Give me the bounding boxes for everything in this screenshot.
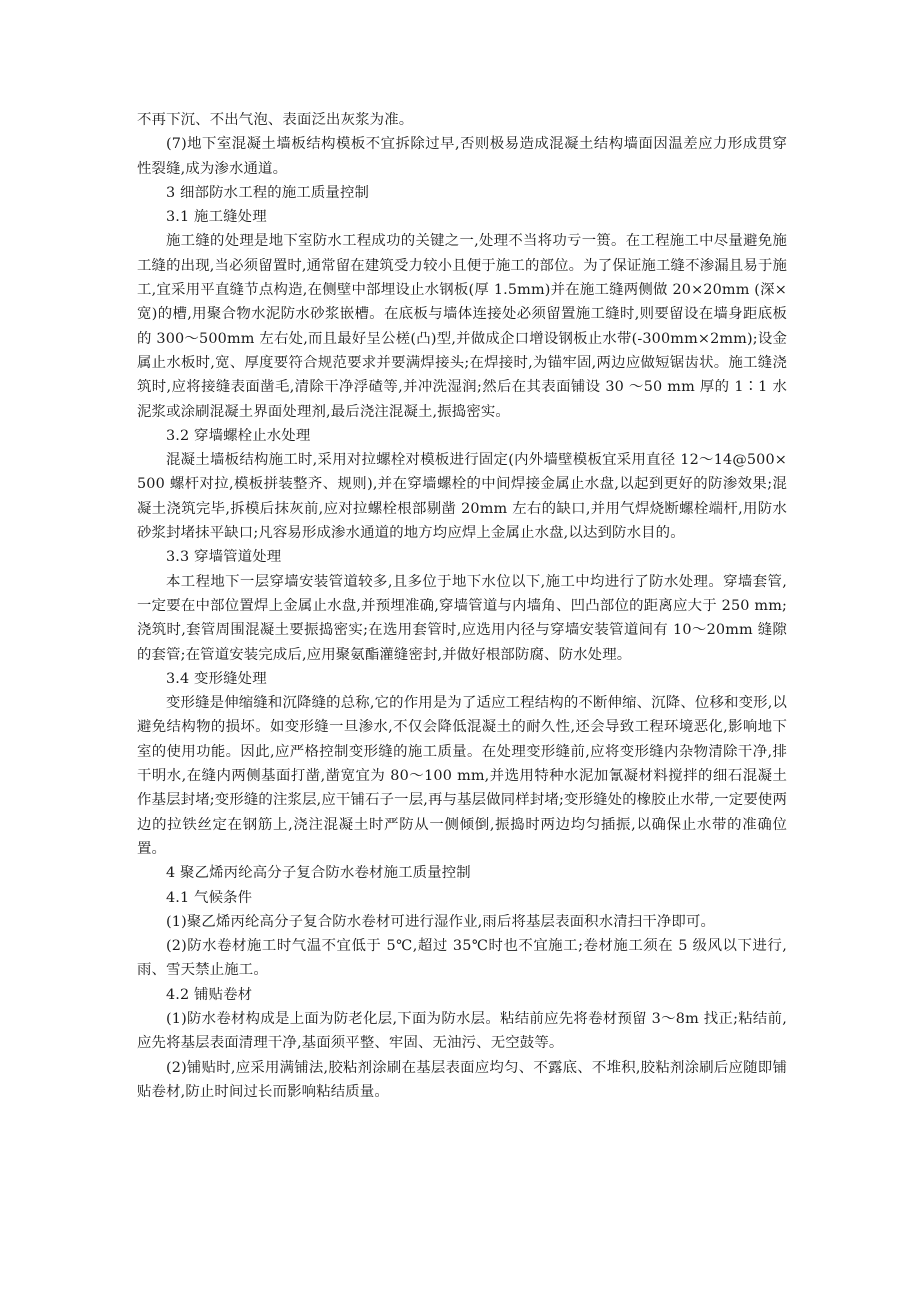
subsection-heading-3-3: 3.3 穿墙管道处理 — [166, 549, 282, 566]
paragraph-item-7: (7)地下室混凝土墙板结构模板不宜拆除过早,否则极易造成混凝土结构墙面因温差应力形成贯穿性裂缝,成为渗水通道。 — [137, 136, 787, 177]
paragraph-continuation: 不再下沉、不出气泡、表面泛出灰浆为准。 — [137, 112, 414, 128]
subsection-heading-3-4: 3.4 变形缝处理 — [166, 670, 267, 687]
paragraph-climate-2: (2)防水卷材施工时气温不宜低于 5℃,超过 35℃时也不宜施工;卷材施工须在 5 级风以下进行,雨、雪天禁止施工。 — [137, 938, 787, 979]
paragraph-construction-joint: 施工缝的处理是地下室防水工程成功的关键之一,处理不当将功亏一篑。在工程施工中尽量避免施工缝的出现,当必须留置时,通常留在建筑受力较小且便于施工的部位。为了保证施工缝不渗漏且易于施工,宜采用平直缝节点构造,在侧壁中部埋设止水钢板(厚 1.5mm)并在施工缝两侧做 20×20mm (深×宽)的槽,用聚合物水泥防水砂浆嵌槽。在底板与墙体连接处必须留置施工缝时,则要留设在墙身距底板的 300～500mm 左右处,而且最好呈公槎(凸)型,并做成企口增设钢板止水带(-300mm×2mm);设金属止水板时,宽、厚度要符合规范要求并要满焊接头;在焊接时,为锚牢固,两边应做短锯齿状。施工缝浇筑时,应将接缝表面凿毛,清除干净浮碴等,并冲洗湿润;然后在其表面铺设 30 ～50 mm 厚的 1∶1 水泥浆或涂刷混凝土界面处理剂,最后浇注混凝土,振捣密实。 — [137, 233, 787, 420]
paragraph-membrane-2: (2)铺贴时,应采用满铺法,胶粘剂涂刷在基层表面应均匀、不露底、不堆积,胶粘剂涂刷后应随即铺贴卷材,防止时间过长而影响粘结质量。 — [137, 1059, 787, 1100]
section-heading-3: 3 细部防水工程的施工质量控制 — [166, 184, 370, 201]
paragraph-wall-pipe: 本工程地下一层穿墙安装管道较多,且多位于地下水位以下,施工中均进行了防水处理。穿墙套管,一定要在中部位置焊上金属止水盘,并预埋准确,穿墙管道与内墙角、凹凸部位的距离应大于 250 mm;浇筑时,套管周围混凝土要振捣密实;在选用套管时,应选用内径与穿墙安装管道间有 10～20mm 缝隙的套管;在管道安装完成后,应用聚氨酯灌缝密封,并做好根部防腐、防水处理。 — [137, 573, 787, 663]
paragraph-climate-1: (1)聚乙烯丙纶高分子复合防水卷材可进行湿作业,雨后将基层表面积水清扫干净即可。 — [166, 913, 716, 930]
subsection-heading-3-1: 3.1 施工缝处理 — [166, 209, 267, 226]
subsection-heading-3-2: 3.2 穿墙螺栓止水处理 — [166, 427, 311, 444]
subsection-heading-4-1: 4.1 气候条件 — [166, 889, 253, 906]
paragraph-wall-bolt: 混凝土墙板结构施工时,采用对拉螺栓对模板进行固定(内外墙壁模板宜采用直径 12～14@500×500 螺杆对拉,模板拼装整齐、规则),并在穿墙螺栓的中间焊接金属止水盘,以起到更好的防渗效果;混凝土浇筑完毕,拆模后抹灰前,应对拉螺栓根部剔凿 20mm 左右的缺口,并用气焊烧断螺栓端杆,用防水砂浆封堵抹平缺口;凡容易形成渗水通道的地方均应焊上金属止水盘,以达到防水目的。 — [137, 452, 787, 542]
paragraph-membrane-1: (1)防水卷材构成是上面为防老化层,下面为防水层。粘结前应先将卷材预留 3～8m 找正;粘结前,应先将基层表面清理干净,基面须平整、牢固、无油污、无空鼓等。 — [137, 1010, 787, 1052]
paragraph-deformation-joint: 变形缝是伸缩缝和沉降缝的总称,它的作用是为了适应工程结构的不断伸缩、沉降、位移和变形,以避免结构物的损坏。如变形缝一旦渗水,不仅会降低混凝土的耐久性,还会导致工程环境恶化,影响地下室的使用功能。因此,应严格控制变形缝的施工质量。在处理变形缝前,应将变形缝内杂物清除干净,排干明水,在缝内两侧基面打凿,凿宽宜为 80～100 mm,并选用特种水泥加氰凝材料搅拌的细石混凝土作基层封堵;变形缝的注浆层,应干铺石子一层,再与基层做同样封堵;变形缝处的橡胶止水带,一定要使两边的拉铁丝定在钢筋上,浇注混凝土时严防从一侧倾倒,振捣时两边均匀插振,以确保止水带的准确位置。 — [137, 695, 787, 857]
subsection-heading-4-2: 4.2 铺贴卷材 — [166, 986, 253, 1003]
document-page — [137, 108, 787, 1104]
section-heading-4: 4 聚乙烯丙纶高分子复合防水卷材施工质量控制 — [166, 865, 471, 882]
